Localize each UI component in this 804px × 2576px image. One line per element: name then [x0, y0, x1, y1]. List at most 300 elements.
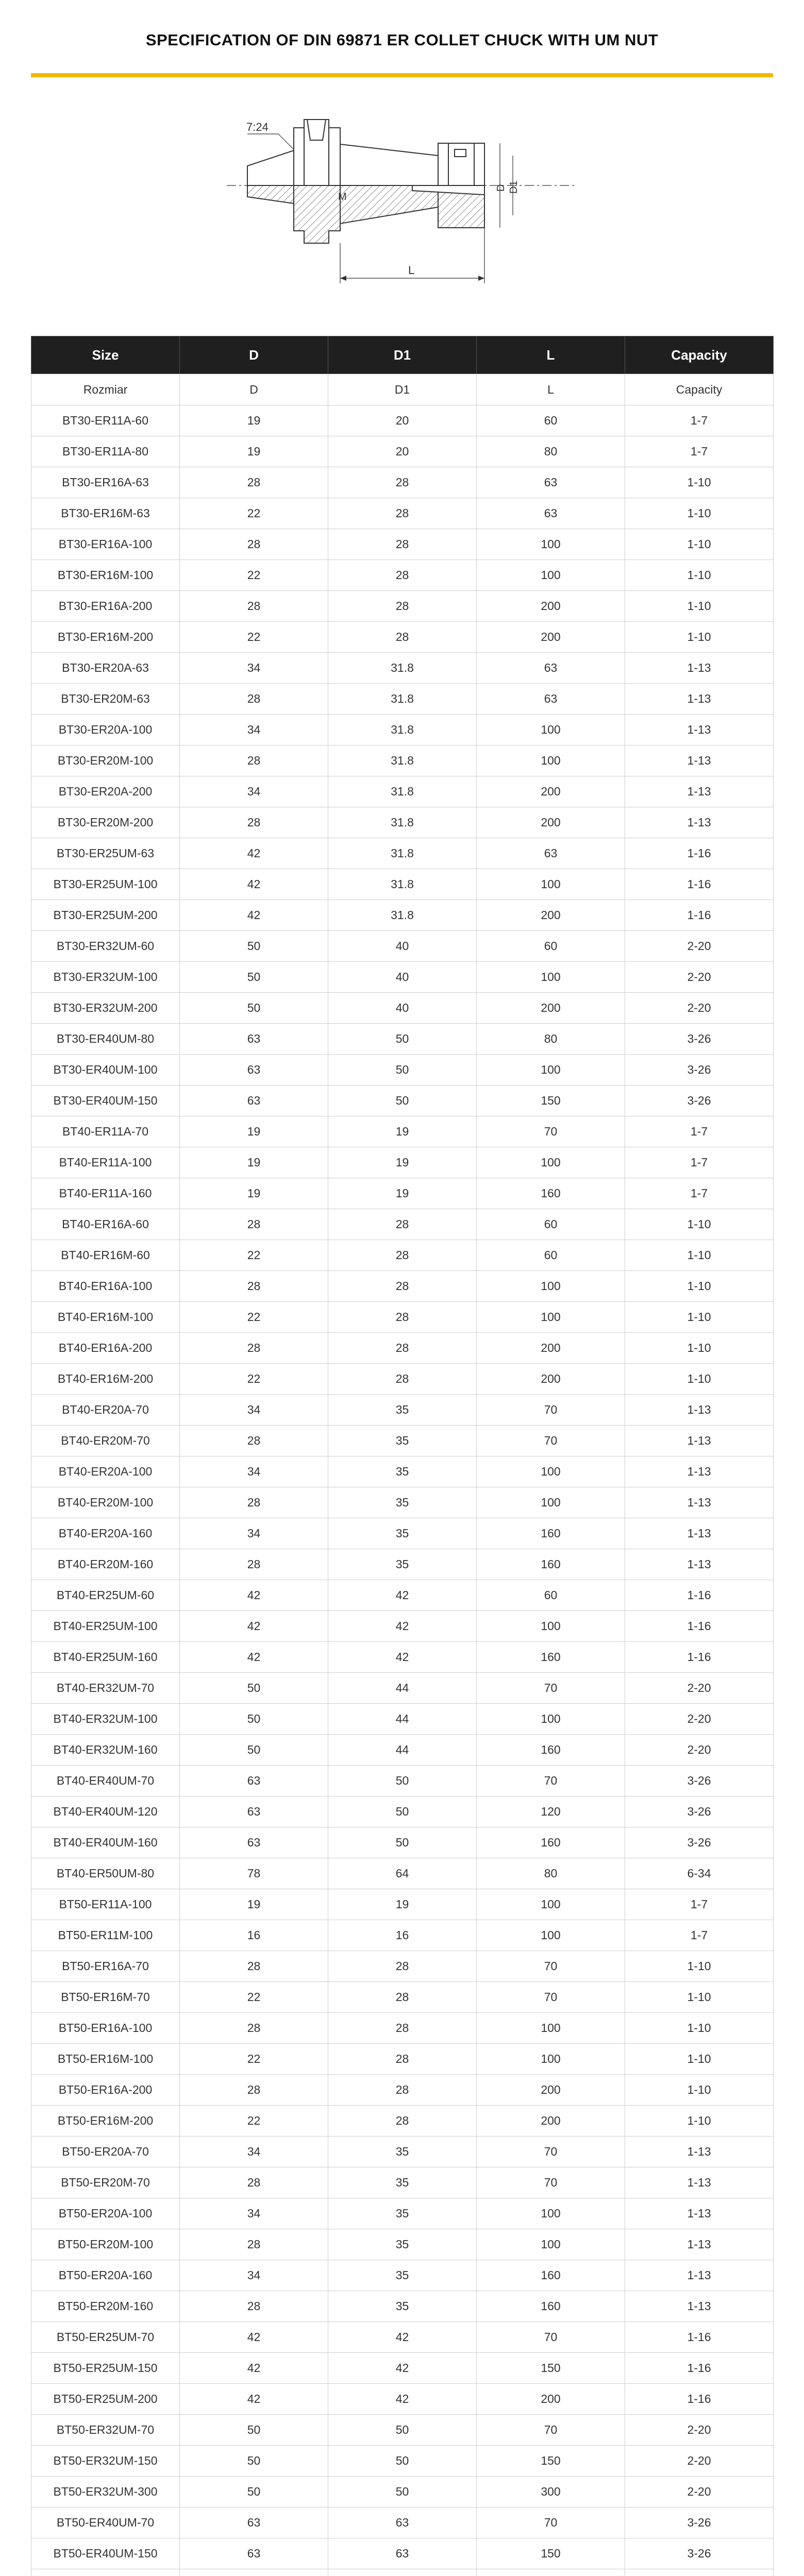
table-cell: BT30-ER20A-63	[31, 653, 180, 684]
table-row	[31, 2198, 774, 2229]
table-cell: 1-13	[625, 2229, 774, 2260]
table-cell: 50	[328, 1024, 477, 1055]
table-cell: 1-10	[625, 2075, 774, 2106]
table-cell	[328, 2569, 477, 2576]
table-cell: 70	[477, 1673, 625, 1704]
table-row	[31, 622, 774, 653]
table-cell: 50	[328, 1827, 477, 1858]
table-cell: BT30-ER25UM-100	[31, 869, 180, 900]
d-label: D	[495, 184, 507, 192]
table-cell: 28	[180, 1951, 328, 1982]
table-cell: 1-13	[625, 1456, 774, 1487]
table-row	[31, 2538, 774, 2569]
table-cell: 1-13	[625, 1487, 774, 1518]
l-label: L	[408, 264, 415, 277]
table-cell: 22	[180, 498, 328, 529]
table-cell: BT50-ER32UM-150	[31, 2446, 180, 2477]
table-cell: BT50-ER16M-200	[31, 2106, 180, 2137]
table-cell: 1-10	[625, 1364, 774, 1395]
table-cell: 70	[477, 1951, 625, 1982]
table-cell: 28	[180, 1271, 328, 1302]
table-cell: 70	[477, 2322, 625, 2353]
table-cell: BT40-ER32UM-160	[31, 1735, 180, 1766]
table-cell: 60	[477, 931, 625, 962]
table-header-row	[31, 336, 774, 374]
table-row	[31, 2291, 774, 2322]
table-row	[31, 1920, 774, 1951]
table-cell: 50	[180, 1735, 328, 1766]
collet-chuck-diagram	[216, 108, 598, 294]
table-cell: 28	[180, 467, 328, 498]
table-cell: 28	[328, 1982, 477, 2013]
table-cell: 28	[180, 1549, 328, 1580]
table-cell: 1-16	[625, 1580, 774, 1611]
table-cell: 31.8	[328, 900, 477, 931]
table-cell: 63	[180, 1055, 328, 1086]
table-row	[31, 1395, 774, 1426]
table-row	[31, 1797, 774, 1827]
table-cell: 50	[180, 2446, 328, 2477]
table-cell: 28	[328, 498, 477, 529]
table-row	[31, 1951, 774, 1982]
table-cell: BT40-ER16M-60	[31, 1240, 180, 1271]
table-cell: 200	[477, 1364, 625, 1395]
table-cell: BT50-ER16A-200	[31, 2075, 180, 2106]
table-row	[31, 2477, 774, 2507]
table-cell: 63	[180, 1024, 328, 1055]
table-cell: 63	[477, 838, 625, 869]
table-cell: 42	[328, 1642, 477, 1673]
table-cell: 28	[328, 2044, 477, 2075]
table-cell: 2-20	[625, 2415, 774, 2446]
table-cell: 42	[180, 1642, 328, 1673]
table-cell: BT30-ER20M-63	[31, 684, 180, 715]
table-row	[31, 1456, 774, 1487]
table-cell: 42	[180, 838, 328, 869]
table-cell: BT30-ER16A-63	[31, 467, 180, 498]
table-cell: 40	[328, 931, 477, 962]
table-cell: 1-7	[625, 1920, 774, 1951]
table-cell: BT40-ER16A-60	[31, 1209, 180, 1240]
table-cell: BT50-ER25UM-200	[31, 2384, 180, 2415]
table-row	[31, 2229, 774, 2260]
table-row	[31, 1024, 774, 1055]
table-cell: 16	[328, 1920, 477, 1951]
table-cell: 19	[180, 405, 328, 436]
table-cell: 100	[477, 1456, 625, 1487]
table-cell: 1-16	[625, 838, 774, 869]
table-cell: 28	[328, 622, 477, 653]
table-cell: 1-13	[625, 2137, 774, 2167]
table-cell: 200	[477, 993, 625, 1024]
table-row	[31, 1549, 774, 1580]
table-cell: 70	[477, 1395, 625, 1426]
table-cell: 63	[328, 2507, 477, 2538]
table-cell: 60	[477, 1580, 625, 1611]
table-cell: 100	[477, 2044, 625, 2075]
table-cell: BT30-ER20M-200	[31, 807, 180, 838]
table-cell: 28	[180, 1487, 328, 1518]
table-row	[31, 2322, 774, 2353]
table-cell: 35	[328, 2229, 477, 2260]
table-cell: BT50-ER25UM-150	[31, 2353, 180, 2384]
table-cell: 50	[328, 1055, 477, 1086]
table-body	[31, 374, 774, 2576]
table-cell: 28	[180, 684, 328, 715]
table-cell: BT40-ER20M-70	[31, 1426, 180, 1456]
table-cell: BT30-ER40UM-150	[31, 1086, 180, 1116]
table-row	[31, 2353, 774, 2384]
table-cell: 70	[477, 1426, 625, 1456]
table-cell: 200	[477, 807, 625, 838]
table-row	[31, 1735, 774, 1766]
table-cell: 1-10	[625, 1271, 774, 1302]
table-cell: 70	[477, 1766, 625, 1797]
table-cell: 200	[477, 2106, 625, 2137]
table-row	[31, 591, 774, 622]
table-row	[31, 1889, 774, 1920]
page-title: SPECIFICATION OF DIN 69871 ER COLLET CHUCK WITH UM NUT	[145, 31, 659, 49]
table-cell: 1-10	[625, 1240, 774, 1271]
taper-label: 7:24	[246, 121, 269, 133]
table-cell: 28	[180, 745, 328, 776]
table-cell: 1-13	[625, 2291, 774, 2322]
table-cell: 19	[180, 1147, 328, 1178]
table-cell: 2-20	[625, 1735, 774, 1766]
table-cell: BT50-ER16A-100	[31, 2013, 180, 2044]
table-row	[31, 1673, 774, 1704]
table-cell: 50	[180, 2477, 328, 2507]
table-cell: BT40-ER40UM-120	[31, 1797, 180, 1827]
table-cell: 22	[180, 1364, 328, 1395]
table-cell: 16	[180, 1920, 328, 1951]
table-cell: 31.8	[328, 653, 477, 684]
table-cell: 150	[477, 1086, 625, 1116]
table-cell: 160	[477, 1178, 625, 1209]
table-cell: 19	[180, 1178, 328, 1209]
col-header: Size	[31, 336, 180, 374]
table-cell: 1-13	[625, 2260, 774, 2291]
table-row	[31, 1302, 774, 1333]
table-cell: 28	[180, 1209, 328, 1240]
table-cell: BT30-ER11A-80	[31, 436, 180, 467]
table-row	[31, 2075, 774, 2106]
table-cell: 42	[328, 1580, 477, 1611]
table-cell: 35	[328, 2137, 477, 2167]
table-cell: 28	[180, 807, 328, 838]
table-cell: BT40-ER50UM-80	[31, 1858, 180, 1889]
table-cell: 35	[328, 1549, 477, 1580]
table-cell: 28	[328, 1271, 477, 1302]
table-cell: 34	[180, 1518, 328, 1549]
table-cell: BT40-ER20A-70	[31, 1395, 180, 1426]
table-cell: BT30-ER20M-100	[31, 745, 180, 776]
table-cell: BT40-ER20M-160	[31, 1549, 180, 1580]
table-cell: 100	[477, 1704, 625, 1735]
table-cell: 200	[477, 776, 625, 807]
table-cell: 1-7	[625, 436, 774, 467]
table-cell: 42	[180, 869, 328, 900]
table-cell: 1-10	[625, 2013, 774, 2044]
col-header: D1	[328, 336, 477, 374]
table-cell: 22	[180, 2106, 328, 2137]
table-row	[31, 1518, 774, 1549]
table-cell: 28	[328, 1951, 477, 1982]
table-cell: 200	[477, 591, 625, 622]
table-cell: 63	[477, 467, 625, 498]
table-cell: 42	[180, 900, 328, 931]
table-cell: 1-13	[625, 1518, 774, 1549]
table-row	[31, 2013, 774, 2044]
table-cell: 100	[477, 962, 625, 993]
table-cell: 1-13	[625, 684, 774, 715]
table-row	[31, 498, 774, 529]
table-row	[31, 405, 774, 436]
table-cell: 1-10	[625, 560, 774, 591]
table-cell: 40	[328, 962, 477, 993]
table-cell: 28	[180, 2167, 328, 2198]
table-cell: 34	[180, 1456, 328, 1487]
table-cell: 19	[180, 1889, 328, 1920]
table-cell: 100	[477, 1920, 625, 1951]
table-cell: 34	[180, 715, 328, 745]
spec-table	[31, 336, 774, 2576]
table-cell: 1-10	[625, 1951, 774, 1982]
table-cell: 63	[180, 1766, 328, 1797]
table-cell: 100	[477, 869, 625, 900]
table-cell: 200	[477, 900, 625, 931]
table-cell: 1-10	[625, 1333, 774, 1364]
table-cell: 34	[180, 2137, 328, 2167]
table-cell: BT30-ER20A-200	[31, 776, 180, 807]
table-row	[31, 1487, 774, 1518]
table-cell: 3-26	[625, 1086, 774, 1116]
table-row	[31, 1858, 774, 1889]
table-cell: 1-13	[625, 1395, 774, 1426]
table-cell: 1-16	[625, 2384, 774, 2415]
table-cell: 50	[328, 1086, 477, 1116]
table-cell: 28	[328, 560, 477, 591]
table-cell: 1-13	[625, 2167, 774, 2198]
table-cell: 1-13	[625, 653, 774, 684]
col-header: D	[180, 336, 328, 374]
table-cell: BT50-ER20M-160	[31, 2291, 180, 2322]
table-cell: BT40-ER16A-100	[31, 1271, 180, 1302]
table-cell: 64	[328, 1858, 477, 1889]
table-row	[31, 2415, 774, 2446]
table-cell: BT50-ER16A-70	[31, 1951, 180, 1982]
col-header: L	[477, 336, 625, 374]
table-cell: 3-26	[625, 1797, 774, 1827]
table-cell: 34	[180, 776, 328, 807]
table-cell: BT40-ER16M-200	[31, 1364, 180, 1395]
table-cell: BT30-ER25UM-200	[31, 900, 180, 931]
table-cell: 35	[328, 1487, 477, 1518]
table-cell: 50	[180, 993, 328, 1024]
table-cell: 2-20	[625, 1704, 774, 1735]
table-cell: BT40-ER11A-160	[31, 1178, 180, 1209]
table-cell: 100	[477, 745, 625, 776]
table-cell: 70	[477, 2167, 625, 2198]
table-cell: 40	[328, 993, 477, 1024]
table-cell: 28	[328, 2075, 477, 2106]
table-cell: 28	[328, 1240, 477, 1271]
table-cell: BT50-ER40UM-70	[31, 2507, 180, 2538]
table-cell: 1-16	[625, 900, 774, 931]
col-header: Capacity	[625, 336, 774, 374]
table-cell: 70	[477, 2137, 625, 2167]
table-cell: 44	[328, 1735, 477, 1766]
table-cell: BT50-ER16M-70	[31, 1982, 180, 2013]
table-cell: 28	[180, 529, 328, 560]
table-cell: 2-20	[625, 993, 774, 1024]
table-cell: 42	[180, 2353, 328, 2384]
table-cell: 34	[180, 2260, 328, 2291]
table-cell: BT30-ER16A-200	[31, 591, 180, 622]
table-cell: 63	[477, 653, 625, 684]
table-cell: BT40-ER20M-100	[31, 1487, 180, 1518]
table-cell: 31.8	[328, 807, 477, 838]
table-cell: 3-26	[625, 1055, 774, 1086]
table-row	[31, 2137, 774, 2167]
table-cell: BT40-ER25UM-100	[31, 1611, 180, 1642]
table-cell: 160	[477, 1642, 625, 1673]
table-row	[31, 838, 774, 869]
table-cell: 42	[328, 2353, 477, 2384]
table-cell: 28	[328, 2106, 477, 2137]
table-cell: BT30-ER40UM-100	[31, 1055, 180, 1086]
table-cell: BT40-ER11A-70	[31, 1116, 180, 1147]
table-cell: 70	[477, 2415, 625, 2446]
table-cell: BT50-ER20A-160	[31, 2260, 180, 2291]
table-cell: 3-26	[625, 1766, 774, 1797]
table-row	[31, 1827, 774, 1858]
table-cell: 31.8	[328, 745, 477, 776]
table-cell: 60	[477, 405, 625, 436]
table-row	[31, 1086, 774, 1116]
table-cell: BT40-ER16A-200	[31, 1333, 180, 1364]
table-cell: BT30-ER40UM-80	[31, 1024, 180, 1055]
table-cell: 28	[328, 591, 477, 622]
table-cell: 50	[180, 962, 328, 993]
table-cell: 160	[477, 1518, 625, 1549]
table-cell: 100	[477, 560, 625, 591]
table-cell	[180, 2569, 328, 2576]
table-cell: 50	[180, 2415, 328, 2446]
table-cell: 63	[477, 684, 625, 715]
table-row	[31, 2167, 774, 2198]
table-cell: BT40-ER20A-160	[31, 1518, 180, 1549]
table-cell: 31.8	[328, 684, 477, 715]
table-cell: 100	[477, 1487, 625, 1518]
table-cell: 31.8	[328, 838, 477, 869]
table-cell: 1-16	[625, 2322, 774, 2353]
table-row	[31, 436, 774, 467]
table-cell: BT50-ER20A-70	[31, 2137, 180, 2167]
table-cell: 1-13	[625, 776, 774, 807]
table-cell	[31, 2569, 180, 2576]
table-cell: 100	[477, 529, 625, 560]
table-cell: 22	[180, 1302, 328, 1333]
table-cell: 1-7	[625, 1116, 774, 1147]
table-cell: 22	[180, 622, 328, 653]
table-cell: BT30-ER16M-63	[31, 498, 180, 529]
table-cell: 80	[477, 436, 625, 467]
table-row	[31, 1333, 774, 1364]
table-cell: 50	[180, 1673, 328, 1704]
table-cell: 150	[477, 2538, 625, 2569]
table-cell: 1-13	[625, 807, 774, 838]
table-row	[31, 1642, 774, 1673]
table-cell: BT50-ER16M-100	[31, 2044, 180, 2075]
table-row	[31, 653, 774, 684]
table-cell: 1-10	[625, 622, 774, 653]
table-cell: BT50-ER20M-100	[31, 2229, 180, 2260]
table-cell: 120	[477, 1797, 625, 1827]
subheader-cell: Capacity	[625, 374, 774, 405]
table-cell: 28	[328, 2013, 477, 2044]
table-row	[31, 807, 774, 838]
table-cell: 80	[477, 1858, 625, 1889]
table-row	[31, 1271, 774, 1302]
table-cell: 100	[477, 1302, 625, 1333]
table-row	[31, 1116, 774, 1147]
table-cell: 100	[477, 2229, 625, 2260]
table-row	[31, 869, 774, 900]
table-cell: 28	[328, 1209, 477, 1240]
table-cell: 22	[180, 560, 328, 591]
table-cell: 1-10	[625, 1302, 774, 1333]
table-cell: 63	[180, 1086, 328, 1116]
table-cell: 160	[477, 2260, 625, 2291]
table-cell: 2-20	[625, 1673, 774, 1704]
table-cell: 42	[328, 2322, 477, 2353]
table-cell: 70	[477, 2507, 625, 2538]
table-cell: 19	[328, 1116, 477, 1147]
table-cell: 1-13	[625, 1426, 774, 1456]
d1-label: D1	[508, 180, 520, 194]
table-cell: 42	[328, 2384, 477, 2415]
table-cell: 42	[180, 1580, 328, 1611]
table-cell: 31.8	[328, 715, 477, 745]
table-cell: 63	[180, 2507, 328, 2538]
table-cell: BT30-ER32UM-60	[31, 931, 180, 962]
table-cell: 63	[328, 2538, 477, 2569]
table-cell: 78	[180, 1858, 328, 1889]
table-cell: BT40-ER40UM-70	[31, 1766, 180, 1797]
table-cell: 28	[328, 1364, 477, 1395]
table-cell: 100	[477, 1271, 625, 1302]
subheader-cell: Rozmiar	[31, 374, 180, 405]
table-cell: BT50-ER40UM-150	[31, 2538, 180, 2569]
subheader-cell: L	[477, 374, 625, 405]
table-cell: 200	[477, 1333, 625, 1364]
table-cell: 35	[328, 1395, 477, 1426]
table-row	[31, 1178, 774, 1209]
table-cell: 42	[180, 1611, 328, 1642]
table-row	[31, 2260, 774, 2291]
table-cell: BT30-ER11A-60	[31, 405, 180, 436]
table-cell: 1-10	[625, 498, 774, 529]
table-cell: 50	[180, 1704, 328, 1735]
table-cell: 70	[477, 1116, 625, 1147]
table-row	[31, 2507, 774, 2538]
table-cell: BT50-ER32UM-70	[31, 2415, 180, 2446]
table-cell: BT50-ER20A-100	[31, 2198, 180, 2229]
table-cell: 1-16	[625, 1642, 774, 1673]
table-cell: 60	[477, 1240, 625, 1271]
table-cell: 1-10	[625, 467, 774, 498]
